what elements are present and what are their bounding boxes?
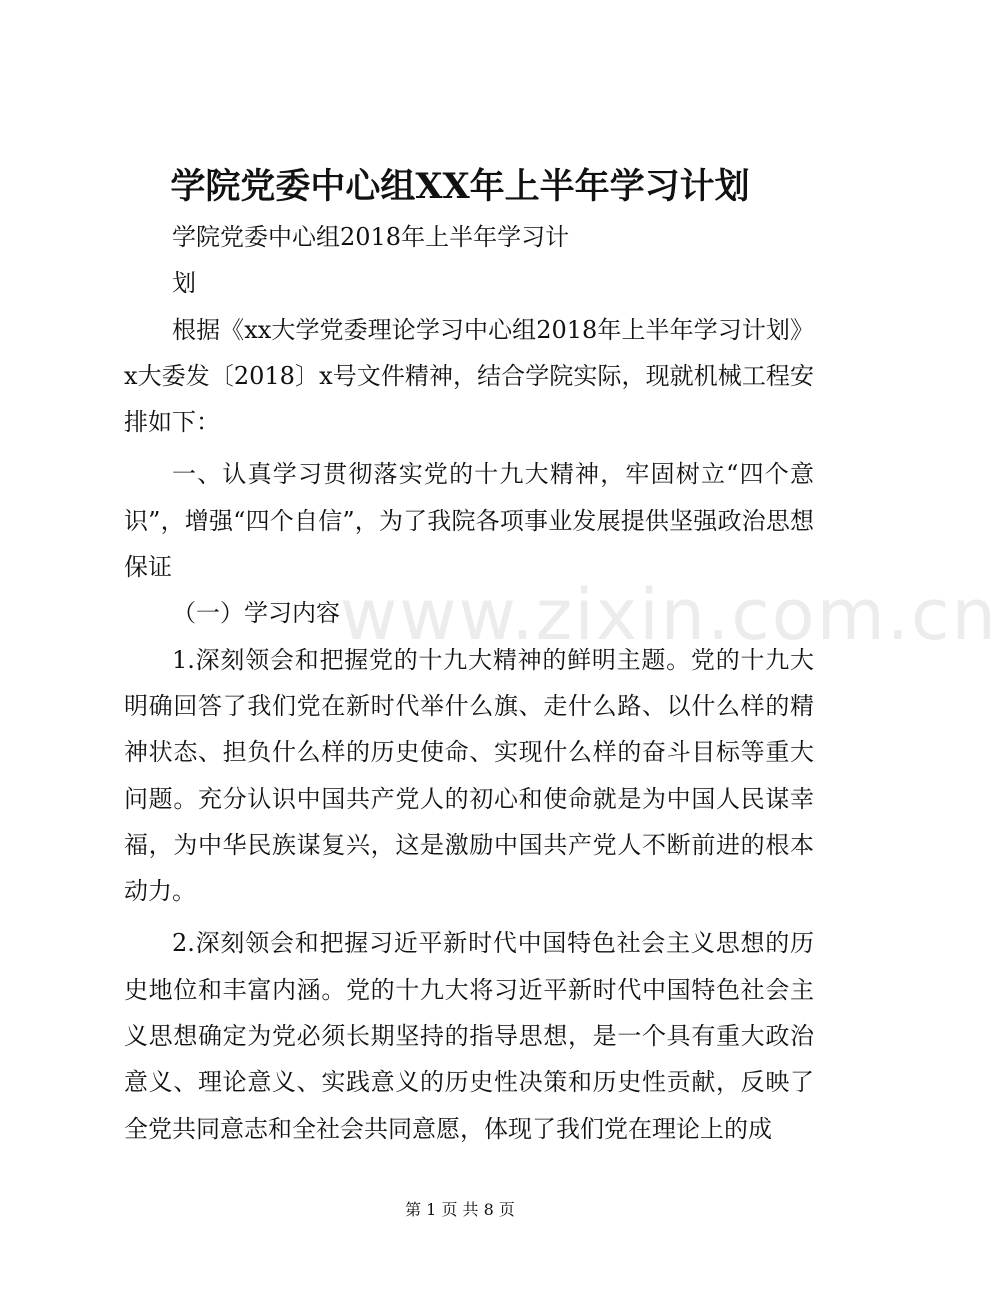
- paragraph-intro: 根据《xx大学党委理论学习中心组2018年上半年学习计划》x大委发〔2018〕x号文件精神，结合学院实际，现就机械工程安排如下：: [124, 315, 814, 437]
- paragraph-section-1: 一、认真学习贯彻落实党的十九大精神，牢固树立“四个意识”，增强“四个自信”，为了我院各项事业发展提供坚强政治思想保证: [124, 460, 814, 582]
- page-footer: 第 1 页 共 8 页: [405, 1200, 515, 1219]
- document-title: 学院党委中心组XX年上半年学习计划: [170, 166, 750, 207]
- document-body: [124, 214, 814, 1152]
- paragraph-item-1: 1.深刻领会和把握党的十九大精神的鲜明主题。党的十九大明确回答了我们党在新时代举什么旗、走什么路、以什么样的精神状态、担负什么样的历史使命、实现什么样的奋斗目标等重大问题。充分认识中国共产党人的初心和使命就是为中国人民谋幸福，为中华民族谋复兴，这是激励中国共产党人不断前进的根本动力。: [124, 645, 814, 906]
- subtitle-line-1: 学院党委中心组2018年上半年学习计: [172, 223, 570, 251]
- subtitle-line-2: 划: [172, 269, 196, 298]
- paragraph-item-2: 2.深刻领会和把握习近平新时代中国特色社会主义思想的历史地位和丰富内涵。党的十九大将习近平新时代中国特色社会主义思想确定为党必须长期坚持的指导思想，是一个具有重大政治意义、理论意义、实践意义的历史性决策和历史性贡献，反映了全党共同意志和全社会共同意愿，体现了我们党在理论上的成: [124, 929, 814, 1143]
- paragraph-subheading: （一）学习内容: [172, 599, 340, 628]
- watermark: www.zixin.com.cn: [340, 574, 998, 656]
